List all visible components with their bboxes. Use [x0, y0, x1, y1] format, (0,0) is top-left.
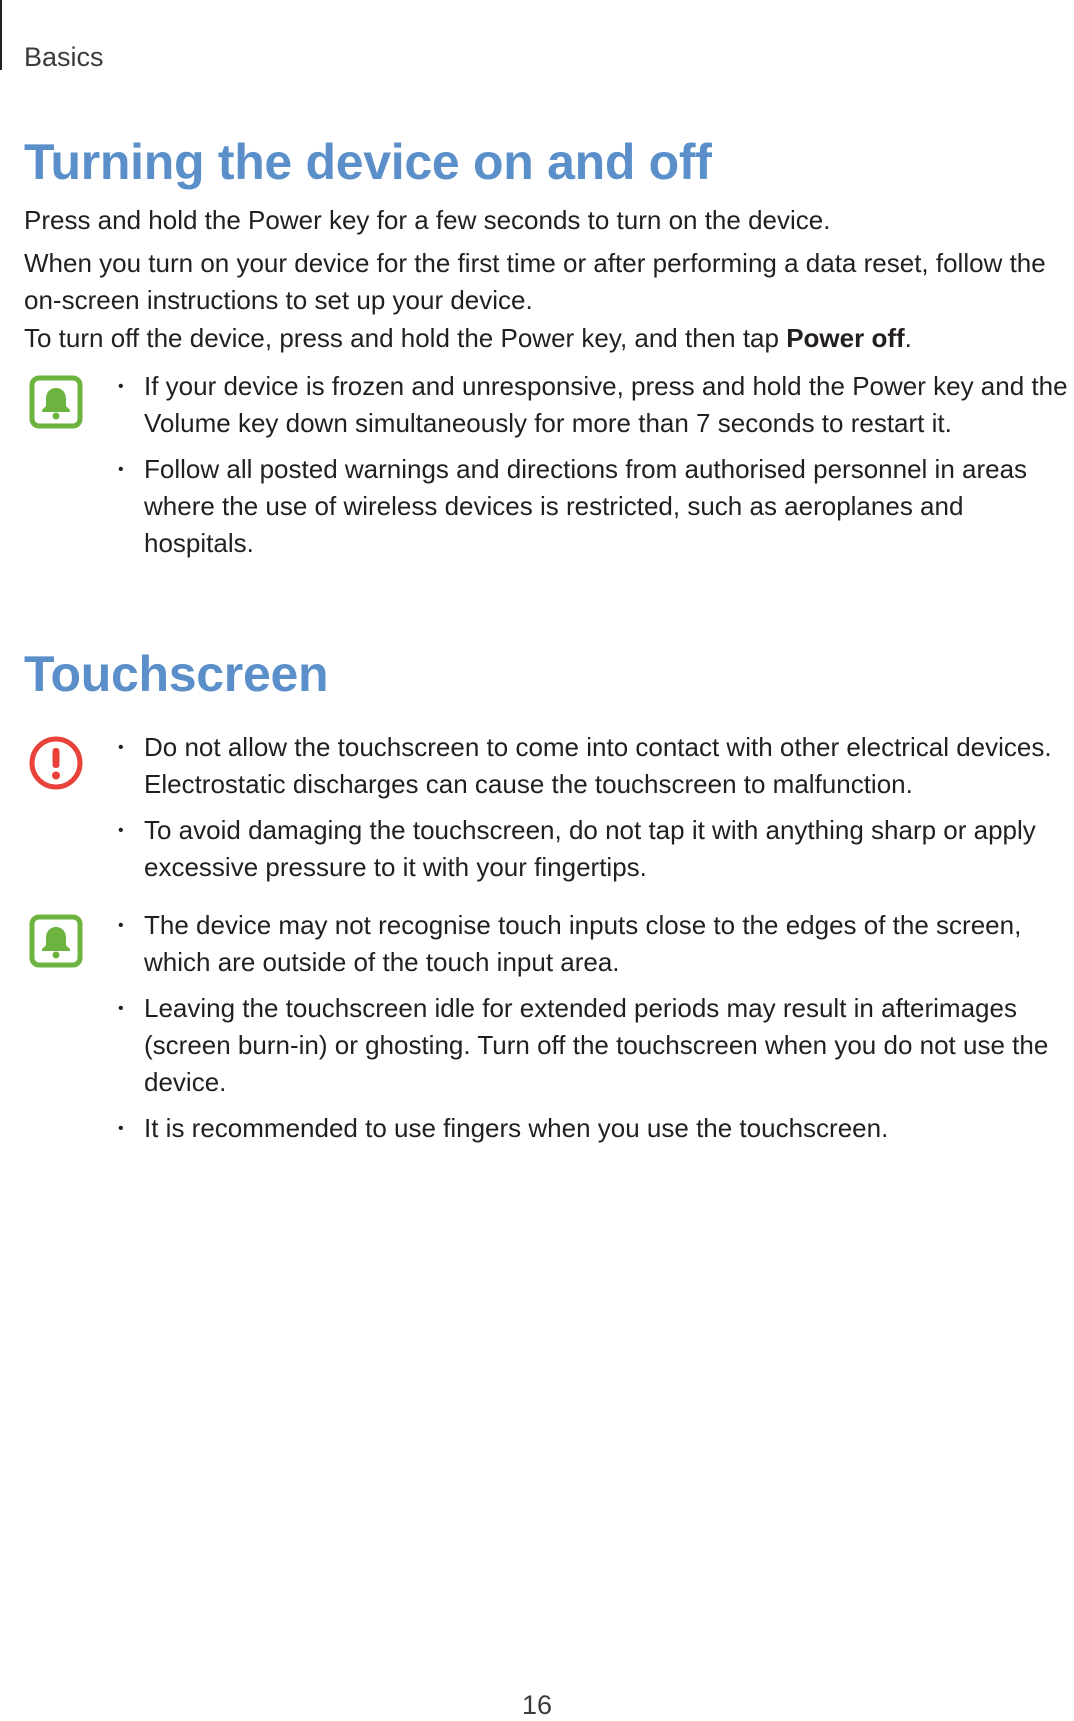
list-item: • Do not allow the touchscreen to come into contact with other electrical devices. Electrostatic discharges can cause the touchscreen to malfunction. — [118, 729, 1068, 803]
list-item: • Follow all posted warnings and directions from authorised personnel in areas where the use of wireless devices is restricted, such as aeroplanes and hospitals. — [118, 451, 1068, 562]
list-item: • It is recommended to use fingers when you use the touchscreen. — [118, 1110, 1068, 1147]
paragraph-turn-off — [24, 320, 1064, 357]
list-item: • Leaving the touchscreen idle for extended periods may result in afterimages (screen burn-in) or ghosting. Turn off the touchscreen when you do not use the device. — [118, 990, 1068, 1101]
paragraph-first-setup: When you turn on your device for the first time or after performing a data reset, follow the on-screen instructions to set up your device. — [24, 248, 1046, 315]
list-item: • To avoid damaging the touchscreen, do not tap it with anything sharp or apply excessive pressure to it with your fingertips. — [118, 812, 1068, 886]
section-title-power: Turning the device on and off — [24, 134, 712, 190]
list-item: • The device may not recognise touch inputs close to the edges of the screen, which are outside of the touch input area. — [118, 907, 1068, 981]
note-list-touchscreen — [118, 907, 1068, 1156]
header-section-label: Basics — [24, 42, 104, 72]
turn-off-period: . — [904, 323, 912, 353]
warning-icon — [29, 736, 83, 790]
power-off-label: Power off — [786, 323, 905, 353]
note-list-power — [118, 368, 1068, 571]
bell-icon — [29, 914, 83, 968]
bell-icon — [29, 375, 83, 429]
turn-off-text: To turn off the device, press and hold the Power key, and then tap — [24, 323, 787, 353]
list-item: • If your device is frozen and unresponsive, press and hold the Power key and the Volume key down simultaneously for more than 7 seconds to restart it. — [118, 368, 1068, 442]
section-title-touchscreen: Touchscreen — [24, 646, 329, 702]
paragraph-turn-on: Press and hold the Power key for a few seconds to turn on the device. — [24, 205, 831, 235]
page-number: 16 — [521, 1690, 553, 1720]
header-rule — [0, 0, 2, 70]
warning-list-touchscreen — [118, 729, 1068, 895]
